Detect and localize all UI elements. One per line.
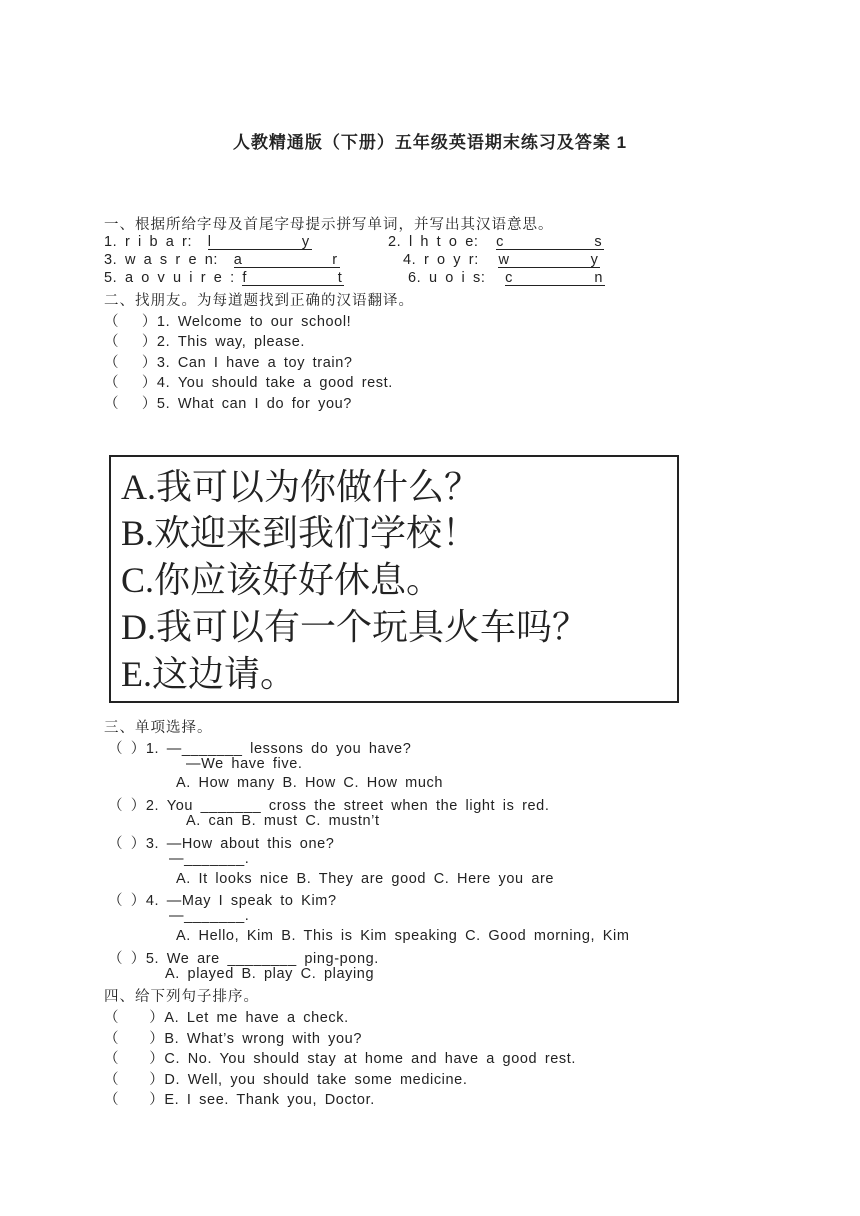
spelling-item-3: 3. w a s r e n: a r [104,252,338,268]
page-title: 人教精通版（下册）五年级英语期末练习及答案 1 [232,133,628,152]
mc-question-2-options: A. can B. must C. mustn’t [186,813,380,829]
answer-blank[interactable]: f t [242,270,343,286]
mc-question-5: （ ）5. We are ________ ping-pong. [108,951,379,967]
section3-heading: 三、单项选择。 [104,720,213,736]
answer-blank[interactable]: w y [498,252,599,268]
section4-heading: 四、给下列句子排序。 [104,989,259,1005]
matching-item-1: （ ）1. Welcome to our school! [104,314,352,330]
spelling-item-2: 2. l h t o e: c s [388,234,603,250]
mc-question-5-options: A. played B. play C. playing [165,966,375,982]
matching-item-3: （ ）3. Can I have a toy train? [104,355,353,371]
matching-item-5: （ ）5. What can I do for you? [104,396,352,412]
answer-blank[interactable]: c n [505,270,604,286]
ordering-item-c: （ ）C. No. You should stay at home and have a good rest. [104,1051,577,1067]
spelling-item-6: 6. u o i s: c n [408,270,604,286]
spelling-item-4: 4. r o y r: w y [403,252,599,268]
section1-heading: 一、根据所给字母及首尾字母提示拼写单词，并写出其汉语意思。 [104,217,554,233]
translation-options-box [109,455,679,703]
mc-question-2: （ ）2. You _______ cross the street when the light is red. [108,798,550,814]
matching-item-4: （ ）4. You should take a good rest. [104,375,393,391]
section2-heading: 二、找朋友。为每道题找到正确的汉语翻译。 [104,293,414,309]
ordering-item-d: （ ）D. Well, you should take some medicine. [104,1072,468,1088]
ordering-item-b: （ ）B. What’s wrong with you? [104,1031,362,1047]
answer-blank[interactable]: l y [207,234,310,250]
mc-question-3-reply: —_______. [169,851,250,867]
mc-question-4: （ ）4. —May I speak to Kim? [108,893,337,909]
mc-question-1-options: A. How many B. How C. How much [176,775,444,791]
option-b: B.欢迎来到我们学校！ [121,513,479,554]
answer-blank[interactable]: c s [496,234,603,250]
mc-question-3: （ ）3. —How about this one? [108,836,335,852]
ordering-item-e: （ ）E. I see. Thank you, Doctor. [104,1092,375,1108]
ordering-item-a: （ ）A. Let me have a check. [104,1010,349,1026]
mc-question-4-reply: —_______. [169,908,250,924]
option-a: A.我可以为你做什么？ [121,467,481,508]
spelling-item-1: 1. r i b a r: l y [104,234,310,250]
answer-blank[interactable]: a r [233,252,338,268]
mc-question-3-options: A. It looks nice B. They are good C. Here you are [176,871,555,887]
spelling-item-5: 5. a o v u i r e : f t [104,270,343,286]
mc-question-1: （ ）1. —_______ lessons do you have? [108,741,412,757]
matching-item-2: （ ）2. This way, please. [104,334,305,350]
option-e: E.这边请。 [121,654,297,695]
option-c: C.你应该好好休息。 [121,560,443,601]
option-d: D.我可以有一个玩具火车吗？ [121,607,589,648]
mc-question-4-options: A. Hello, Kim B. This is Kim speaking C. Good morning, Kim [176,928,630,944]
mc-question-1-reply: —We have five. [186,756,303,772]
